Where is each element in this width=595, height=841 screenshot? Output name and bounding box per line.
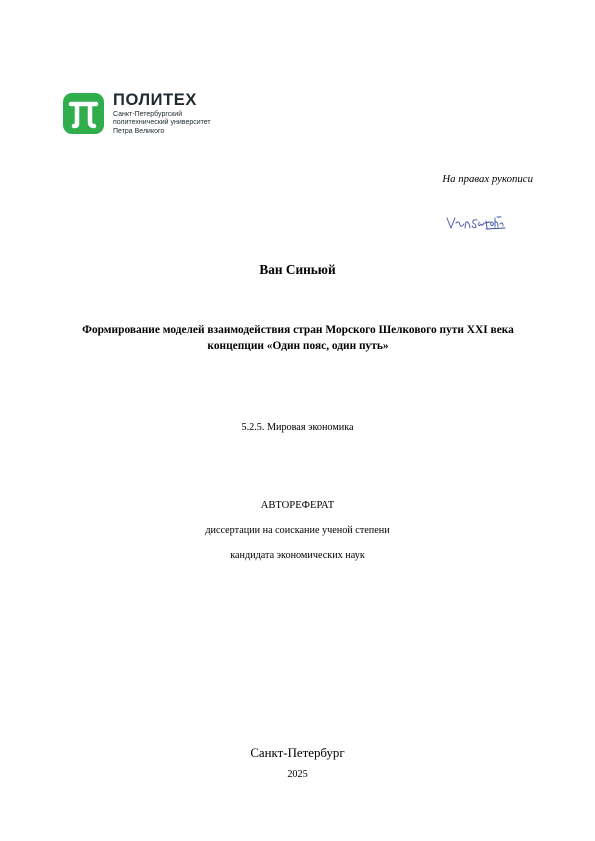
- logo-subtitle-line: Петра Великого: [113, 127, 165, 135]
- document-type: АВТОРЕФЕРАТ: [260, 500, 335, 511]
- manuscript-note: На правах рукописи: [442, 173, 533, 185]
- city: Санкт-Петербург: [250, 746, 345, 760]
- logo-subtitle-line: Санкт-Петербургский: [113, 111, 183, 118]
- author-name: Ван Синьюй: [259, 262, 336, 277]
- signature-icon: [445, 212, 509, 234]
- specialty-code: 5.2.5. Мировая экономика: [241, 422, 354, 433]
- dissertation-title: Формирование моделей взаимодействия стран Морского Шелкового пути XXI века концепции «Один пояс, один путь»: [82, 324, 514, 352]
- degree-line: кандидата экономических наук: [230, 550, 365, 561]
- logo-name: ПОЛИТЕХ: [113, 91, 198, 109]
- year: 2025: [287, 769, 308, 780]
- degree-line: диссертации на соискание ученой степени: [205, 525, 390, 536]
- university-logo: [63, 92, 243, 136]
- logo-subtitle: [113, 111, 211, 136]
- polytech-logo-icon: [63, 93, 104, 134]
- logo-subtitle-line: политехнический университет: [113, 119, 211, 127]
